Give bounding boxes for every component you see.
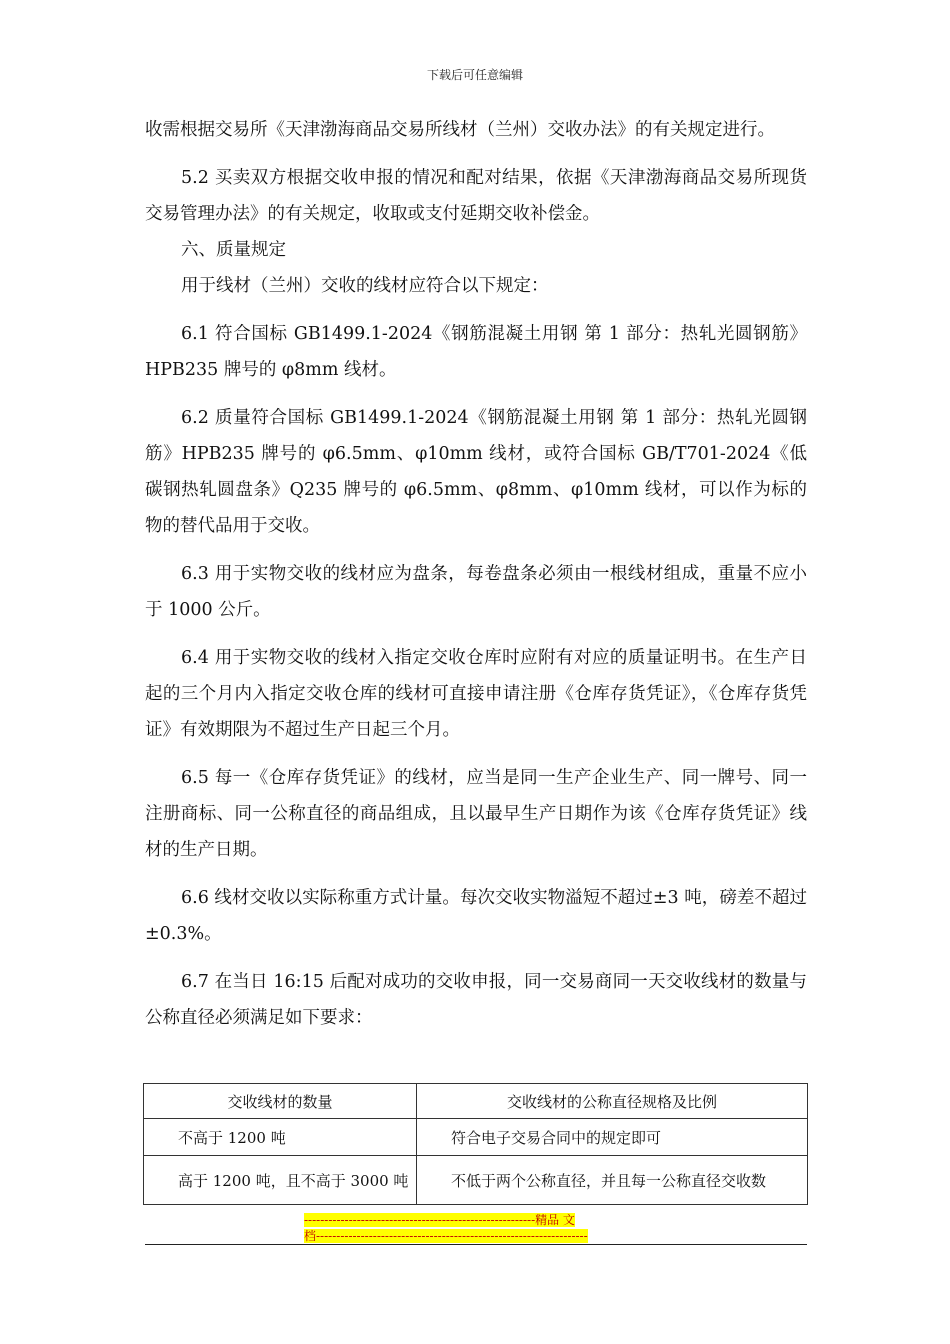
footer-line-2: 档------------------------------------------------------------------- [304, 1229, 588, 1243]
paragraph-5-2: 5.2 买卖双方根据交收申报的情况和配对结果，依据《天津渤海商品交易所现货交易管理办法》的有关规定，收取或支付延期交收补偿金。 [145, 168, 807, 224]
section-heading-quality: 六、质量规定 [181, 240, 286, 260]
footer-line-1: ---------------------------------------------------------精品 文 [304, 1213, 575, 1227]
table-cell: 符合电子交易合同中的规定即可 [417, 1119, 808, 1156]
paragraph-0: 收需根据交易所《天津渤海商品交易所线材（兰州）交收办法》的有关规定进行。 [145, 120, 775, 140]
paragraph-6-3: 6.3 用于实物交收的线材应为盘条，每卷盘条必须由一根线材组成，重量不应小于 1000 公斤。 [145, 564, 807, 620]
footer-divider [145, 1244, 807, 1245]
document-body [145, 112, 807, 1036]
table-header-row [144, 1084, 808, 1119]
page-header: 下载后可任意编辑 [426, 68, 523, 82]
footer-watermark [304, 1212, 648, 1244]
table-row [144, 1119, 808, 1156]
table-row [144, 1156, 808, 1205]
table-header-quantity: 交收线材的数量 [144, 1084, 417, 1119]
paragraph-6-6: 6.6 线材交收以实际称重方式计量。每次交收实物溢短不超过±3 吨，磅差不超过±0.3%。 [145, 888, 807, 944]
paragraph-6-2: 6.2 质量符合国标 GB1499.1-2024《钢筋混凝土用钢 第 1 部分：热轧光圆钢筋》HPB235 牌号的 φ6.5mm、φ10mm 线材，或符合国标 GB/T701-2024《低碳钢热轧圆盘条》Q235 牌号的 φ6.5mm、φ8mm、φ10mm 线材，可以作为标的物的替代品用于交收。 [145, 408, 807, 536]
table-header-diameter: 交收线材的公称直径规格及比例 [417, 1084, 808, 1119]
table-cell: 不高于 1200 吨 [144, 1119, 417, 1156]
paragraph-quality-intro: 用于线材（兰州）交收的线材应符合以下规定： [181, 276, 549, 296]
paragraph-6-7: 6.7 在当日 16:15 后配对成功的交收申报，同一交易商同一天交收线材的数量与公称直径必须满足如下要求： [145, 972, 807, 1028]
paragraph-6-4: 6.4 用于实物交收的线材入指定交收仓库时应附有对应的质量证明书。在生产日起的三个月内入指定交收仓库的线材可直接申请注册《仓库存货凭证》，《仓库存货凭证》有效期限为不超过生产日起三个月。 [145, 648, 807, 740]
paragraph-6-5: 6.5 每一《仓库存货凭证》的线材，应当是同一生产企业生产、同一牌号、同一注册商标、同一公称直径的商品组成，且以最早生产日期作为该《仓库存货凭证》线材的生产日期。 [145, 768, 807, 860]
delivery-requirements-table [143, 1083, 808, 1205]
table-cell: 不低于两个公称直径，并且每一公称直径交收数 [417, 1156, 808, 1205]
paragraph-6-1: 6.1 符合国标 GB1499.1-2024《钢筋混凝土用钢 第 1 部分：热轧光圆钢筋》HPB235 牌号的 φ8mm 线材。 [145, 324, 807, 380]
table-cell: 高于 1200 吨，且不高于 3000 吨 [144, 1156, 417, 1205]
